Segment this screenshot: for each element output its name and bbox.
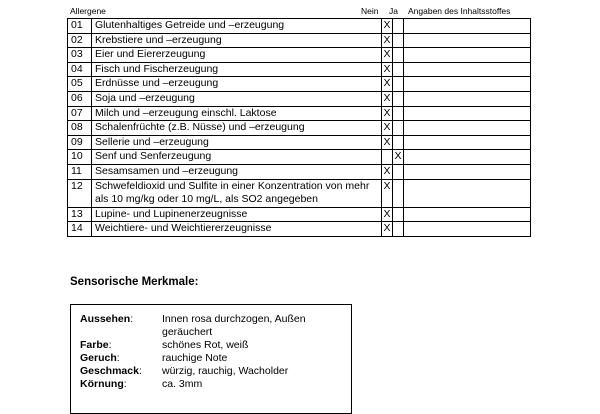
yes-mark [393, 207, 404, 222]
yes-mark [393, 77, 404, 92]
no-mark: X [382, 33, 393, 48]
allergen-name: Schwefeldioxid und Sulfite in einer Konzentration von mehr als 10 mg/kg oder 10 mg/L, als SO2 angegeben [92, 179, 382, 207]
table-row [68, 207, 531, 222]
sensory-label-text: Farbe [80, 339, 109, 351]
info-cell [404, 179, 531, 207]
info-cell [404, 207, 531, 222]
sensory-label [80, 352, 162, 365]
sensory-value: schönes Rot, weiß [162, 339, 249, 351]
yes-column-header: Ja [389, 6, 398, 16]
no-mark: X [382, 62, 393, 77]
table-row [68, 121, 531, 136]
no-mark: X [382, 135, 393, 150]
allergen-name: Sesamsamen und –erzeugung [92, 164, 382, 179]
table-row [68, 91, 531, 106]
allergen-number: 08 [68, 121, 92, 136]
sensory-label [80, 378, 162, 391]
info-cell [404, 121, 531, 136]
yes-mark [393, 164, 404, 179]
table-row [68, 179, 531, 207]
sensory-label-text: Geschmack [80, 365, 139, 377]
table-row [68, 164, 531, 179]
allergen-table [67, 18, 531, 237]
yes-mark [393, 48, 404, 63]
info-cell [404, 62, 531, 77]
sensory-label-separator: : [138, 365, 142, 377]
no-mark: X [382, 179, 393, 207]
yes-mark [393, 179, 404, 207]
yes-mark [393, 33, 404, 48]
sensory-item [80, 313, 342, 339]
allergen-name: Glutenhaltiges Getreide und –erzeugung [92, 19, 382, 34]
sensory-label [80, 339, 162, 352]
allergen-number: 11 [68, 164, 92, 179]
no-mark: X [382, 48, 393, 63]
table-row [68, 77, 531, 92]
sensory-value: rauchige Note [162, 352, 228, 364]
table-row [68, 222, 531, 237]
sensory-item [80, 365, 342, 378]
allergen-number: 01 [68, 19, 92, 34]
info-cell [404, 33, 531, 48]
table-row [68, 62, 531, 77]
sensory-label [80, 365, 162, 378]
table-row [68, 19, 531, 34]
allergen-number: 13 [68, 207, 92, 222]
sensory-label-separator: : [116, 352, 120, 364]
yes-mark [393, 62, 404, 77]
allergen-name: Erdnüsse und –erzeugung [92, 77, 382, 92]
allergen-number: 07 [68, 106, 92, 121]
info-cell [404, 135, 531, 150]
allergen-number: 06 [68, 91, 92, 106]
no-mark: X [382, 207, 393, 222]
sensory-value: Innen rosa durchzogen, Außen geräuchert [162, 313, 306, 338]
allergen-name: Sellerie und –erzeugung [92, 135, 382, 150]
allergen-table-body [68, 19, 531, 237]
yes-mark [393, 19, 404, 34]
allergen-name: Weichtiere- und Weichtiererzeugnisse [92, 222, 382, 237]
sensory-value: ca. 3mm [162, 378, 203, 390]
allergen-number: 04 [68, 62, 92, 77]
info-cell [404, 106, 531, 121]
sensory-label-separator: : [123, 378, 127, 390]
no-column-header: Nein [361, 6, 379, 16]
allergen-name: Senf und Senferzeugung [92, 150, 382, 165]
yes-mark: X [393, 150, 404, 165]
allergen-number: 10 [68, 150, 92, 165]
allergen-number: 09 [68, 135, 92, 150]
yes-mark [393, 121, 404, 136]
sensory-label-separator: : [130, 313, 134, 325]
sensory-label-text: Aussehen [80, 313, 131, 325]
sensory-label-text: Geruch [80, 352, 117, 364]
table-row [68, 48, 531, 63]
allergen-name: Fisch und Fischerzeugung [92, 62, 382, 77]
no-mark: X [382, 164, 393, 179]
no-mark: X [382, 77, 393, 92]
sensory-item [80, 339, 342, 352]
sensory-label-text: Körnung [80, 378, 124, 390]
sensory-item [80, 352, 342, 365]
allergen-name: Soja und –erzeugung [92, 91, 382, 106]
yes-mark [393, 222, 404, 237]
allergen-number: 12 [68, 179, 92, 207]
sensory-label [80, 313, 162, 326]
allergen-name: Schalenfrüchte (z.B. Nüsse) und –erzeugung [92, 121, 382, 136]
allergen-number: 05 [68, 77, 92, 92]
info-cell [404, 77, 531, 92]
no-mark: X [382, 106, 393, 121]
table-row [68, 135, 531, 150]
allergen-name: Eier und Eiererzeugung [92, 48, 382, 63]
table-row [68, 33, 531, 48]
allergen-number: 02 [68, 33, 92, 48]
allergen-name: Milch und –erzeugung einschl. Laktose [92, 106, 382, 121]
no-mark: X [382, 91, 393, 106]
allergens-column-header: Allergene [70, 6, 106, 16]
sensory-value: würzig, rauchig, Wacholder [162, 365, 289, 377]
yes-mark [393, 135, 404, 150]
yes-mark [393, 106, 404, 121]
allergen-number: 14 [68, 222, 92, 237]
no-mark: X [382, 222, 393, 237]
info-cell [404, 91, 531, 106]
sensory-label-separator: : [108, 339, 112, 351]
info-cell [404, 48, 531, 63]
sensory-section-title: Sensorische Merkmale: [70, 276, 199, 288]
table-row [68, 106, 531, 121]
info-cell [404, 150, 531, 165]
sensory-item [80, 378, 342, 391]
no-mark: X [382, 19, 393, 34]
sensory-box [70, 304, 352, 414]
info-cell [404, 19, 531, 34]
allergen-name: Lupine- und Lupinenerzeugnisse [92, 207, 382, 222]
table-row [68, 150, 531, 165]
info-cell [404, 164, 531, 179]
allergen-name: Krebstiere und –erzeugung [92, 33, 382, 48]
yes-mark [393, 91, 404, 106]
info-column-header: Angaben des Inhaltsstoffes [408, 6, 511, 16]
no-mark: X [382, 121, 393, 136]
no-mark [382, 150, 393, 165]
info-cell [404, 222, 531, 237]
allergen-number: 03 [68, 48, 92, 63]
